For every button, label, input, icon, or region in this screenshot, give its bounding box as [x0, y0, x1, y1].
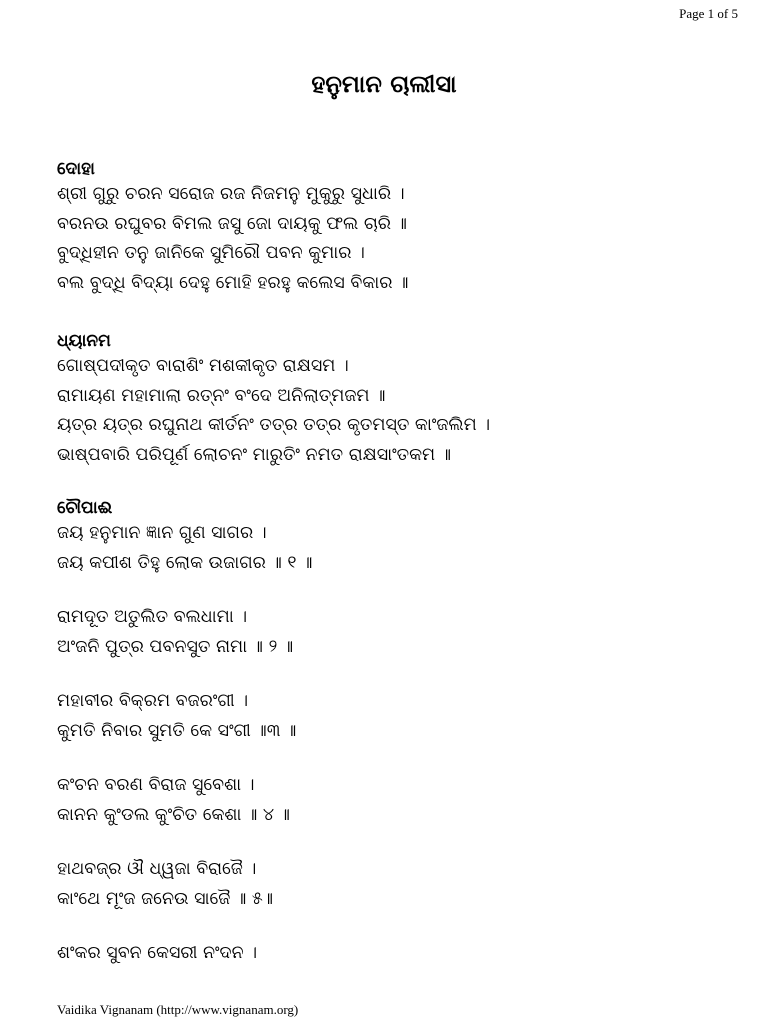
doha-line: ବରନଉ ରଘୁବର ବିମଲ ଜସୁ ଜୋ ଦାୟକୁ ଫଲ ଚାରି ॥	[57, 213, 407, 234]
chaupai-verse	[57, 771, 737, 830]
page-number: Page 1 of 5	[679, 6, 738, 21]
chaupai-verse	[57, 519, 737, 578]
chaupai-verse	[57, 855, 737, 914]
verse-line: କଂଚନ ବରଣ ବିରାଜ ସୁବେଶା ।	[57, 775, 255, 795]
dhyanam-line: ରାମାୟଣ ମହାମାଲା ରତ୍ନଂ ବଂଦେ ଅନିଲାତ୍ମଜମ ॥	[57, 385, 386, 406]
dhyanam-section	[57, 330, 737, 470]
chaupai-section	[57, 497, 737, 969]
dhyanam-line: ଗୋଷ୍ପଦୀକୃତ ବାରାଶିଂ ମଶକୀକୃତ ରାକ୍ଷସମ ।	[57, 356, 349, 376]
verse-line: ଜୟ କପୀଶ ତିହୁ ଲୋକ ଉଜାଗର ॥ ୧ ॥	[57, 552, 313, 573]
dhyanam-line: ୟତ୍ର ୟତ୍ର ରଘୁନାଥ କୀର୍ତନଂ ତତ୍ର ତତ୍ର କୃତମସ୍ତ କାଂଜଲିମ ।	[57, 415, 491, 435]
verse-line: ହାଥବଜ୍ର ଔ ଧ୍ୱଜା ବିରାଜୈ ।	[57, 859, 257, 879]
chaupai-heading: ଚୌପାଈ	[57, 498, 113, 518]
dhyanam-heading: ଧ୍ୟାନମ	[57, 331, 111, 351]
verse-line: ଅଂଜନି ପୁତ୍ର ପବନସୁତ ନାମା ॥ ୨ ॥	[57, 636, 294, 657]
footer-credit: Vaidika Vignanam (http://www.vignanam.org)	[57, 1002, 299, 1017]
verse-line: ରାମଦୂତ ଅତୁଲିତ ବଲଧାମା ।	[57, 607, 248, 627]
doha-line: ଶ୍ରୀ ଗୁରୁ ଚରନ ସରୋଜ ରଜ ନିଜମନୁ ମୁକୁରୁ ସୁଧାରି ।	[57, 184, 405, 204]
doha-section	[57, 158, 737, 298]
doha-line: ବୁଦ୍ଧିହୀନ ତନୁ ଜାନିକେ ସୁମିରୌ ପବନ କୁମାର ।	[57, 243, 365, 263]
chaupai-verse	[57, 687, 737, 746]
verse-line: ମହାବୀର ବିକ୍ରମ ବଜରଂଗୀ ।	[57, 691, 249, 711]
document-body	[57, 158, 737, 969]
verse-line: କୁମତି ନିବାର ସୁମତି କେ ସଂଗୀ ॥୩ ॥	[57, 720, 297, 741]
chaupai-verse	[57, 939, 737, 969]
verse-line: ଜୟ ହନୁମାନ ଜ୍ଞାନ ଗୁଣ ସାଗର ।	[57, 523, 267, 543]
verse-line: କାଂଥେ ମୂଂଜ ଜନେଉ ସାଜୈ ॥ ୫॥	[57, 888, 274, 909]
chaupai-verse	[57, 603, 737, 662]
verse-line: ଶଂକର ସୁବନ କେସରୀ ନଂଦନ ।	[57, 943, 258, 963]
verse-line: କାନନ କୁଂଡଲ କୁଂଚିତ କେଶା ॥ ୪ ॥	[57, 804, 290, 825]
doha-line: ବଲ ବୁଦ୍ଧି ବିଦ୍ୟା ଦେହୁ ମୋହି ହରହୁ କଲେସ ବିକାର ॥	[57, 272, 409, 293]
doha-heading: ଦୋହା	[57, 159, 95, 179]
dhyanam-line: ଭାଷ୍ପବାରି ପରିପୂର୍ଣ ଲୋଚନଂ ମାରୁତିଂ ନମତ ରାକ୍ଷସାଂତକମ ॥	[57, 444, 452, 465]
page-title: ହନୁମାନ ଚାଲୀସା	[311, 70, 457, 98]
